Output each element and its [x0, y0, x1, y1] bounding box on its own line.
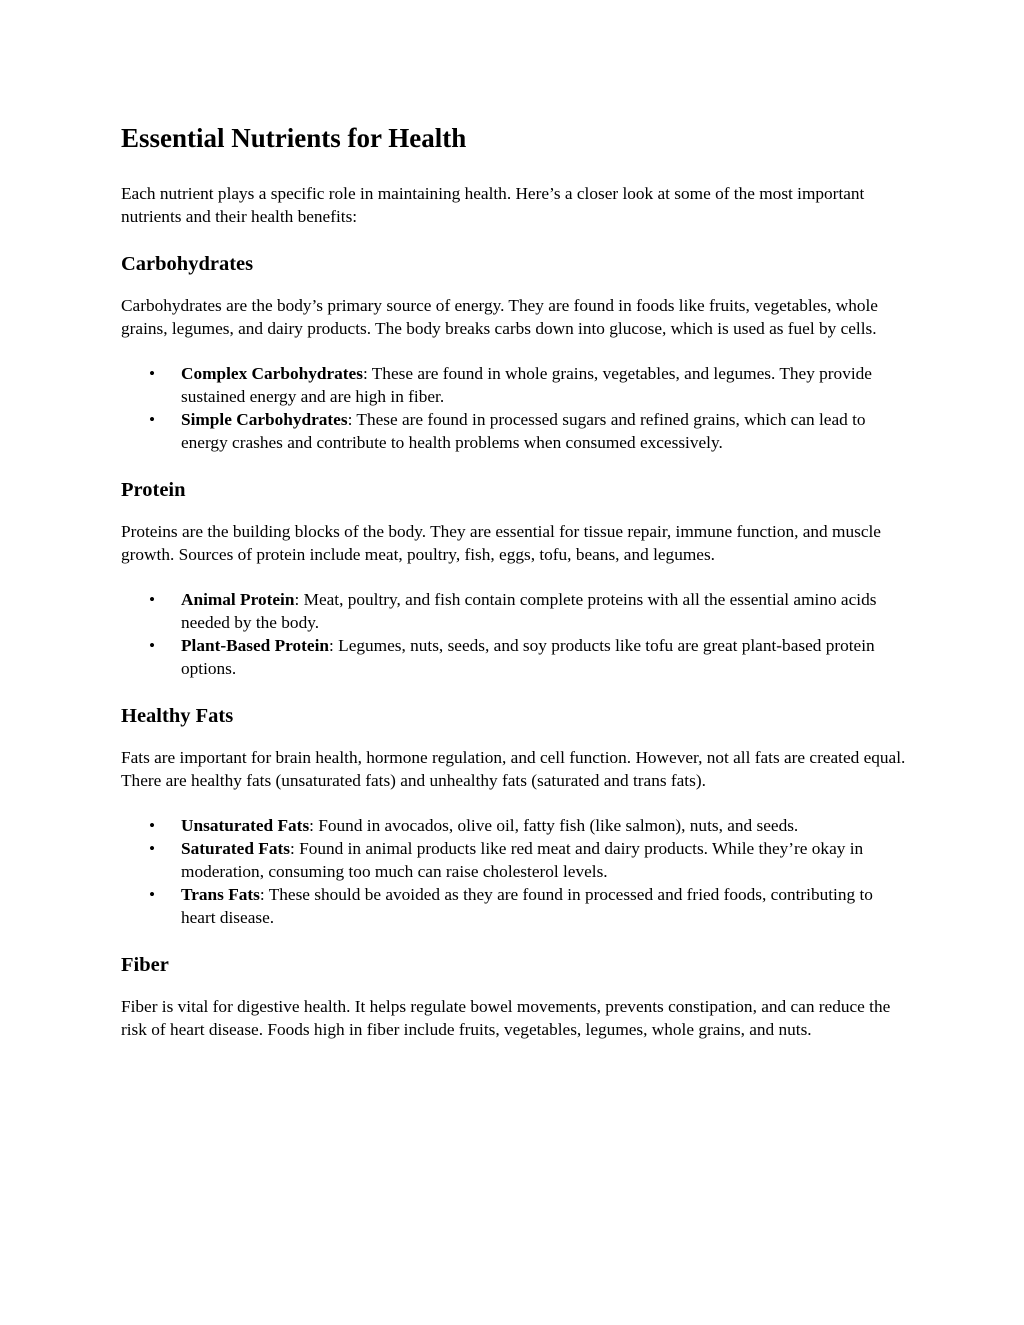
bullet-marker: • — [149, 839, 156, 858]
bullet-marker: • — [149, 636, 156, 655]
list-item-term: Complex Carbohydrates — [181, 364, 363, 383]
list-item-text: : Found in animal products like red meat and dairy products. While they’re okay in moderation, consuming too much can raise cholesterol levels. — [181, 839, 864, 881]
section-heading: Fiber — [121, 954, 169, 976]
section-heading: Protein — [121, 479, 186, 501]
section-healthy-fats — [121, 702, 911, 929]
list-item — [149, 362, 911, 408]
list-item-text: : Legumes, nuts, seeds, and soy products like tofu are great plant-based protein options. — [181, 636, 875, 678]
list-item-term: Simple Carbohydrates — [181, 410, 348, 429]
list-item-term: Plant-Based Protein — [181, 636, 330, 655]
intro-paragraph: Each nutrient plays a specific role in maintaining health. Here’s a closer look at some of the most important nutrients and their health benefits: — [121, 184, 865, 226]
list-item-term: Animal Protein — [181, 590, 295, 609]
list-item-term: Saturated Fats — [181, 839, 290, 858]
section-heading: Healthy Fats — [121, 705, 234, 727]
document-page — [121, 118, 911, 1063]
list-item-text: : These are found in whole grains, vegetables, and legumes. They provide sustained energy and are high in fiber. — [181, 364, 872, 406]
list-item — [149, 408, 911, 454]
list-item — [149, 814, 911, 837]
bullet-marker: • — [149, 410, 156, 429]
bullet-marker: • — [149, 364, 156, 383]
bullet-marker: • — [149, 590, 156, 609]
list-item-term: Trans Fats — [181, 885, 260, 904]
list-item-text: : Meat, poultry, and fish contain complete proteins with all the essential amino acids needed by the body. — [181, 590, 877, 632]
section-protein — [121, 476, 911, 680]
section-paragraph: Proteins are the building blocks of the body. They are essential for tissue repair, immune function, and muscle growth. Sources of protein include meat, poultry, fish, eggs, tofu, beans, and legumes. — [121, 522, 881, 564]
bullet-marker: • — [149, 816, 156, 835]
section-paragraph: Fiber is vital for digestive health. It helps regulate bowel movements, prevents constipation, and can reduce the risk of heart disease. Foods high in fiber include fruits, vegetables, legumes, whole grains, and nuts. — [121, 997, 891, 1039]
list-item-text: : These should be avoided as they are found in processed and fried foods, contributing to heart disease. — [181, 885, 873, 927]
section-carbohydrates — [121, 250, 911, 454]
list-item — [149, 634, 911, 680]
bullet-marker: • — [149, 885, 156, 904]
bullet-list — [121, 814, 911, 929]
list-item-term: Unsaturated Fats — [181, 816, 310, 835]
list-item — [149, 883, 911, 929]
bullet-list — [121, 588, 911, 680]
page-title: Essential Nutrients for Health — [121, 123, 467, 153]
list-item — [149, 837, 911, 883]
list-item-text: : Found in avocados, olive oil, fatty fish (like salmon), nuts, and seeds. — [309, 816, 799, 835]
section-heading: Carbohydrates — [121, 253, 254, 275]
list-item-text: : These are found in processed sugars and refined grains, which can lead to energy crashes and contribute to health problems when consumed excessively. — [181, 410, 866, 452]
section-fiber — [121, 951, 911, 1041]
section-paragraph: Fats are important for brain health, hormone regulation, and cell function. However, not all fats are created equal. There are healthy fats (unsaturated fats) and unhealthy fats (saturated and trans fats). — [121, 748, 906, 790]
section-paragraph: Carbohydrates are the body’s primary source of energy. They are found in foods like fruits, vegetables, whole grains, legumes, and dairy products. The body breaks carbs down into glucose, which is used as fuel by cells. — [121, 296, 878, 338]
list-item — [149, 588, 911, 634]
bullet-list — [121, 362, 911, 454]
